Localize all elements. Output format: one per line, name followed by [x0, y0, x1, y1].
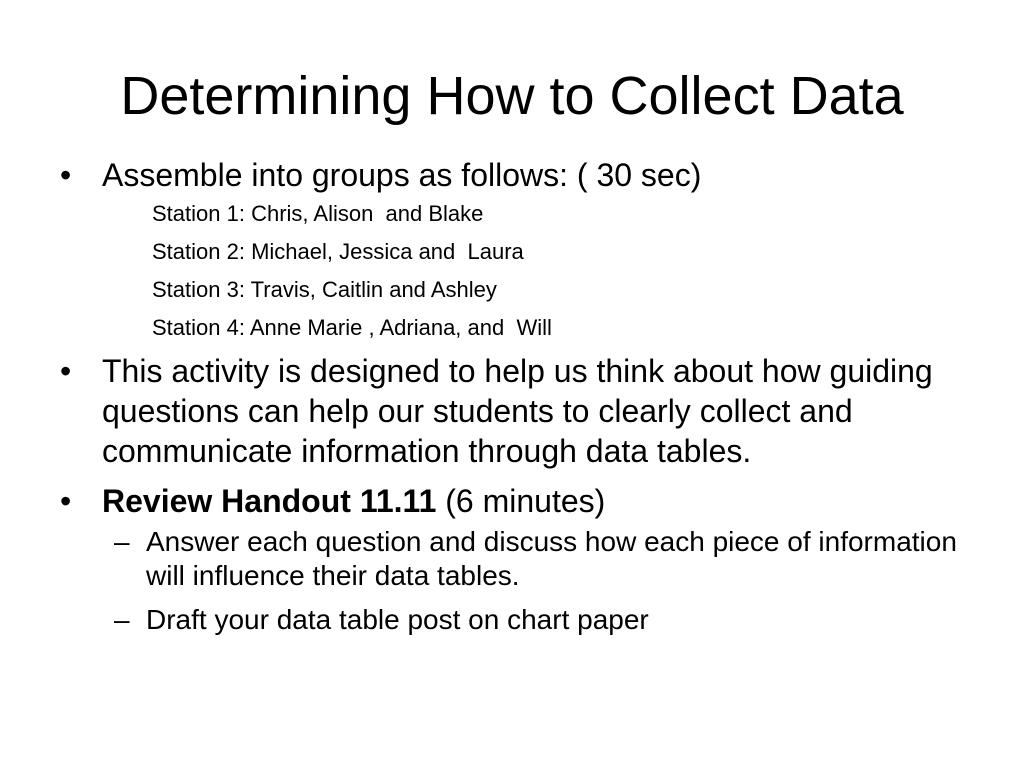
slide-title: Determining How to Collect Data: [120, 66, 904, 126]
station-list: [60, 195, 960, 347]
bullet-review-handout: [60, 481, 960, 521]
station-item-1: Station 1: Chris, Alison and Blake: [152, 201, 484, 226]
station-item-2: Station 2: Michael, Jessica and Laura: [152, 239, 524, 264]
subitem-text: Draft your data table post on chart paper: [146, 604, 649, 635]
bullet-activity-description: [60, 351, 960, 471]
subitem-answer-questions: [60, 525, 960, 593]
dash-marker: –: [114, 604, 130, 635]
bullet-text: Assemble into groups as follows: ( 30 sec): [102, 157, 702, 193]
bullet-assemble-groups: [60, 155, 960, 195]
station-item-3: Station 3: Travis, Caitlin and Ashley: [152, 277, 497, 302]
station-item-4: Station 4: Anne Marie , Adriana, and Will: [152, 315, 552, 340]
handout-duration: (6 minutes): [436, 483, 606, 519]
bullet-marker: •: [60, 483, 72, 519]
subitem-draft-post: [60, 603, 960, 637]
slide-content: [60, 155, 960, 637]
bullet-marker: •: [60, 157, 72, 193]
bullet-text: [102, 481, 960, 521]
handout-title: Review Handout 11.11: [102, 483, 437, 519]
bullet-text: This activity is designed to help us think about how guiding questions can help our students to clearly collect and communicate information through data tables.: [102, 353, 933, 469]
dash-marker: –: [114, 526, 130, 557]
subitem-text: Answer each question and discuss how each piece of information will influence their data tables.: [146, 526, 957, 591]
bullet-marker: •: [60, 353, 72, 389]
